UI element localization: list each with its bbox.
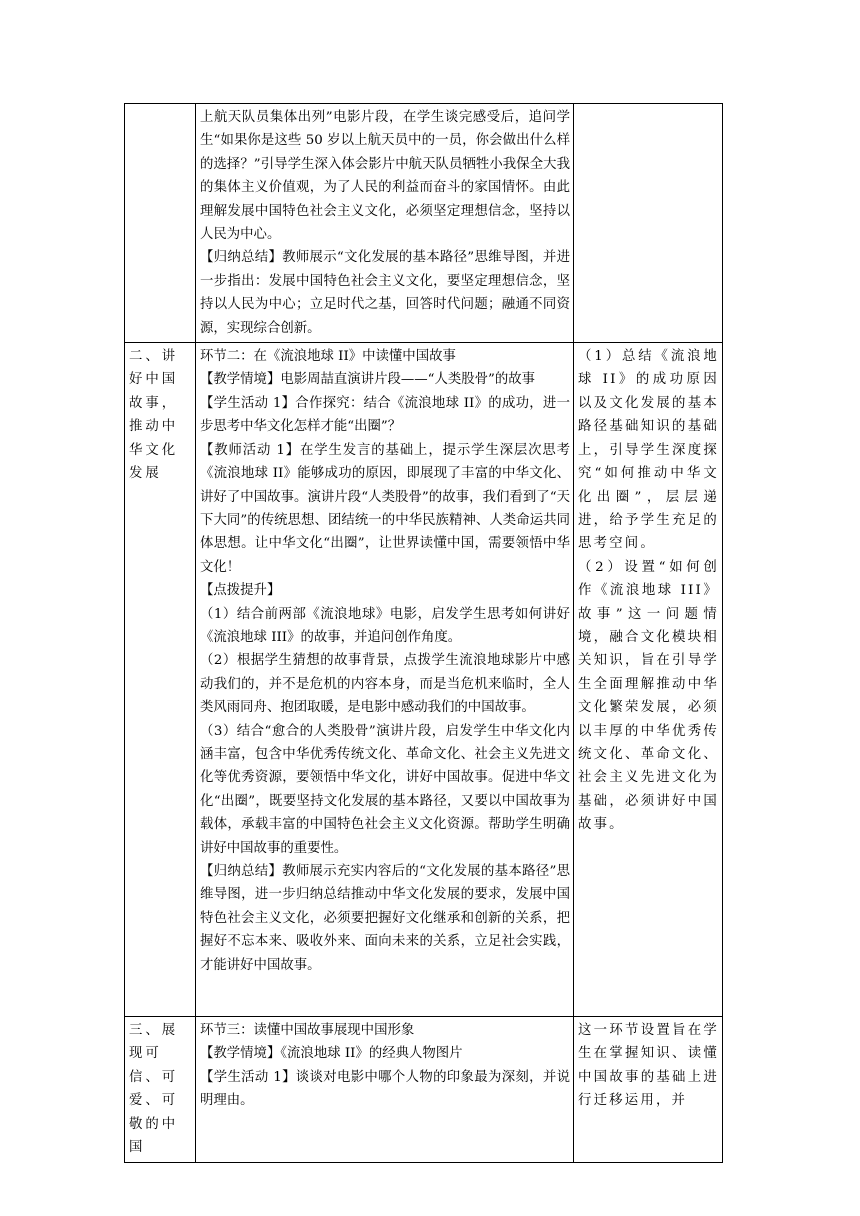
table-row (125, 1017, 723, 1162)
section-cell: 二、讲好中国故事，推动中华文化发展 (125, 343, 196, 1017)
activity-cell (196, 104, 574, 343)
paragraph: 【归纳总结】教师展示充实内容后的“文化发展的基本路径”思维导图，进一步归纳总结推动中华文化发展的要求，发展中国特色社会主义文化，必须要把握好文化继承和创新的关系，把握好不忘本来、吸收外来、面向未来的关系，立足社会实践，才能讲好中国故事。 (200, 864, 570, 973)
table-row (125, 104, 723, 343)
activity-cell (196, 1017, 574, 1162)
section-cell: 三、展现可信、可爱、可敬的中国 (125, 1017, 196, 1162)
paragraph: 【归纳总结】教师展示“文化发展的基本路径”思维导图，并进一步指出：发展中国特色社会主义文化，要坚定理想信念，坚持以人民为中心；立足时代之基，回答时代问题；融通不同资源，实现综合创新。 (200, 250, 570, 336)
activity-cell (196, 343, 574, 1017)
table-row (125, 343, 723, 1017)
paragraph: （1）结合前两部《流浪地球》电影，启发学生思考如何讲好《流浪地球 III》的故事，并追问创作角度。 (200, 606, 570, 645)
paragraph: （2）设置“如何创作《流浪地球 III》故事”这一问题情境，融合文化模块相关知识，旨在引导学生全面理解推动中华文化繁荣发展，必须以丰厚的中华优秀传统文化、革命文化、社会主义先进文化为基础，必须讲好中国故事。 (578, 559, 719, 833)
design-intent-cell (574, 1017, 723, 1162)
paragraph: 【学生活动 1】合作探究：结合《流浪地球 II》的成功，进一步思考中华文化怎样才能“出圈”？ (200, 395, 570, 435)
paragraph: 上航天队员集体出列”电影片段，在学生谈完感受后，追问学生“如果你是这些 50 岁以上航天员中的一员，你会做出什么样的选择？”引导学生深入体会影片中航天队员牺牲小我保全大我的集体主义价值观，为了人民的利益而奋斗的家国情怀。由此理解发展中国特色社会主义文化，必须坚定理想信念，坚持以人民为中心。 (200, 110, 570, 243)
paragraph: 【教学情境】《流浪地球 II》的经典人物图片 (200, 1046, 463, 1062)
paragraph: 环节三：读懂中国故事展现中国形象 (200, 1023, 415, 1039)
section-cell (125, 104, 196, 343)
paragraph: （2）根据学生猜想的故事背景，点拨学生流浪地球影片中感动我们的，并不是危机的内容本身，而是当危机来临时，全人类风雨同舟、抱团取暖，是电影中感动我们的中国故事。 (200, 653, 570, 716)
paragraph: 【学生活动 1】谈谈对电影中哪个人物的印象最为深刻，并说明理由。 (200, 1069, 570, 1109)
paragraph: 环节二：在《流浪地球 II》中读懂中国故事 (200, 349, 456, 365)
design-intent-cell (574, 104, 723, 343)
paragraph: （3）结合“愈合的人类股骨”演讲片段，启发学生中华文化内涵丰富，包含中华优秀传统文化、革命文化、社会主义先进文化等优秀资源，要领悟中华文化，讲好中国故事。促进中华文化“出圈”，既要坚持文化发展的基本路径，又要以中国故事为载体，承载丰富的中国特色社会主义文化资源。帮助学生明确讲好中国故事的重要性。 (200, 723, 570, 856)
paragraph: （1）总结《流浪地球 II》的成功原因以及文化发展的基本路径基础知识的基础上，引导学生深度探究“如何推动中华文化出圈”，层层递进，给予学生充足的思考空间。 (578, 349, 719, 552)
design-intent-cell (574, 343, 723, 1017)
paragraph: 这一环节设置旨在学生在掌握知识、读懂中国故事的基础上进行迁移运用，并 (578, 1023, 719, 1109)
paragraph: 【教师活动 1】在学生发言的基础上，提示学生深层次思考《流浪地球 II》能够成功的原因，即展现了丰富的中华文化、讲好了中国故事。演讲片段“人类股骨”的故事，我们看到了“天下大同”的传统思想、团结统一的中华民族精神、人类命运共同体思想。让中华文化“出圈”，让世界读懂中国，需要领悟中华文化！ (200, 442, 570, 575)
lesson-plan-table (124, 103, 723, 1163)
paragraph: 【教学情境】电影周喆直演讲片段——“人类股骨”的故事 (200, 372, 536, 388)
paragraph: 【点拨提升】 (200, 583, 281, 599)
